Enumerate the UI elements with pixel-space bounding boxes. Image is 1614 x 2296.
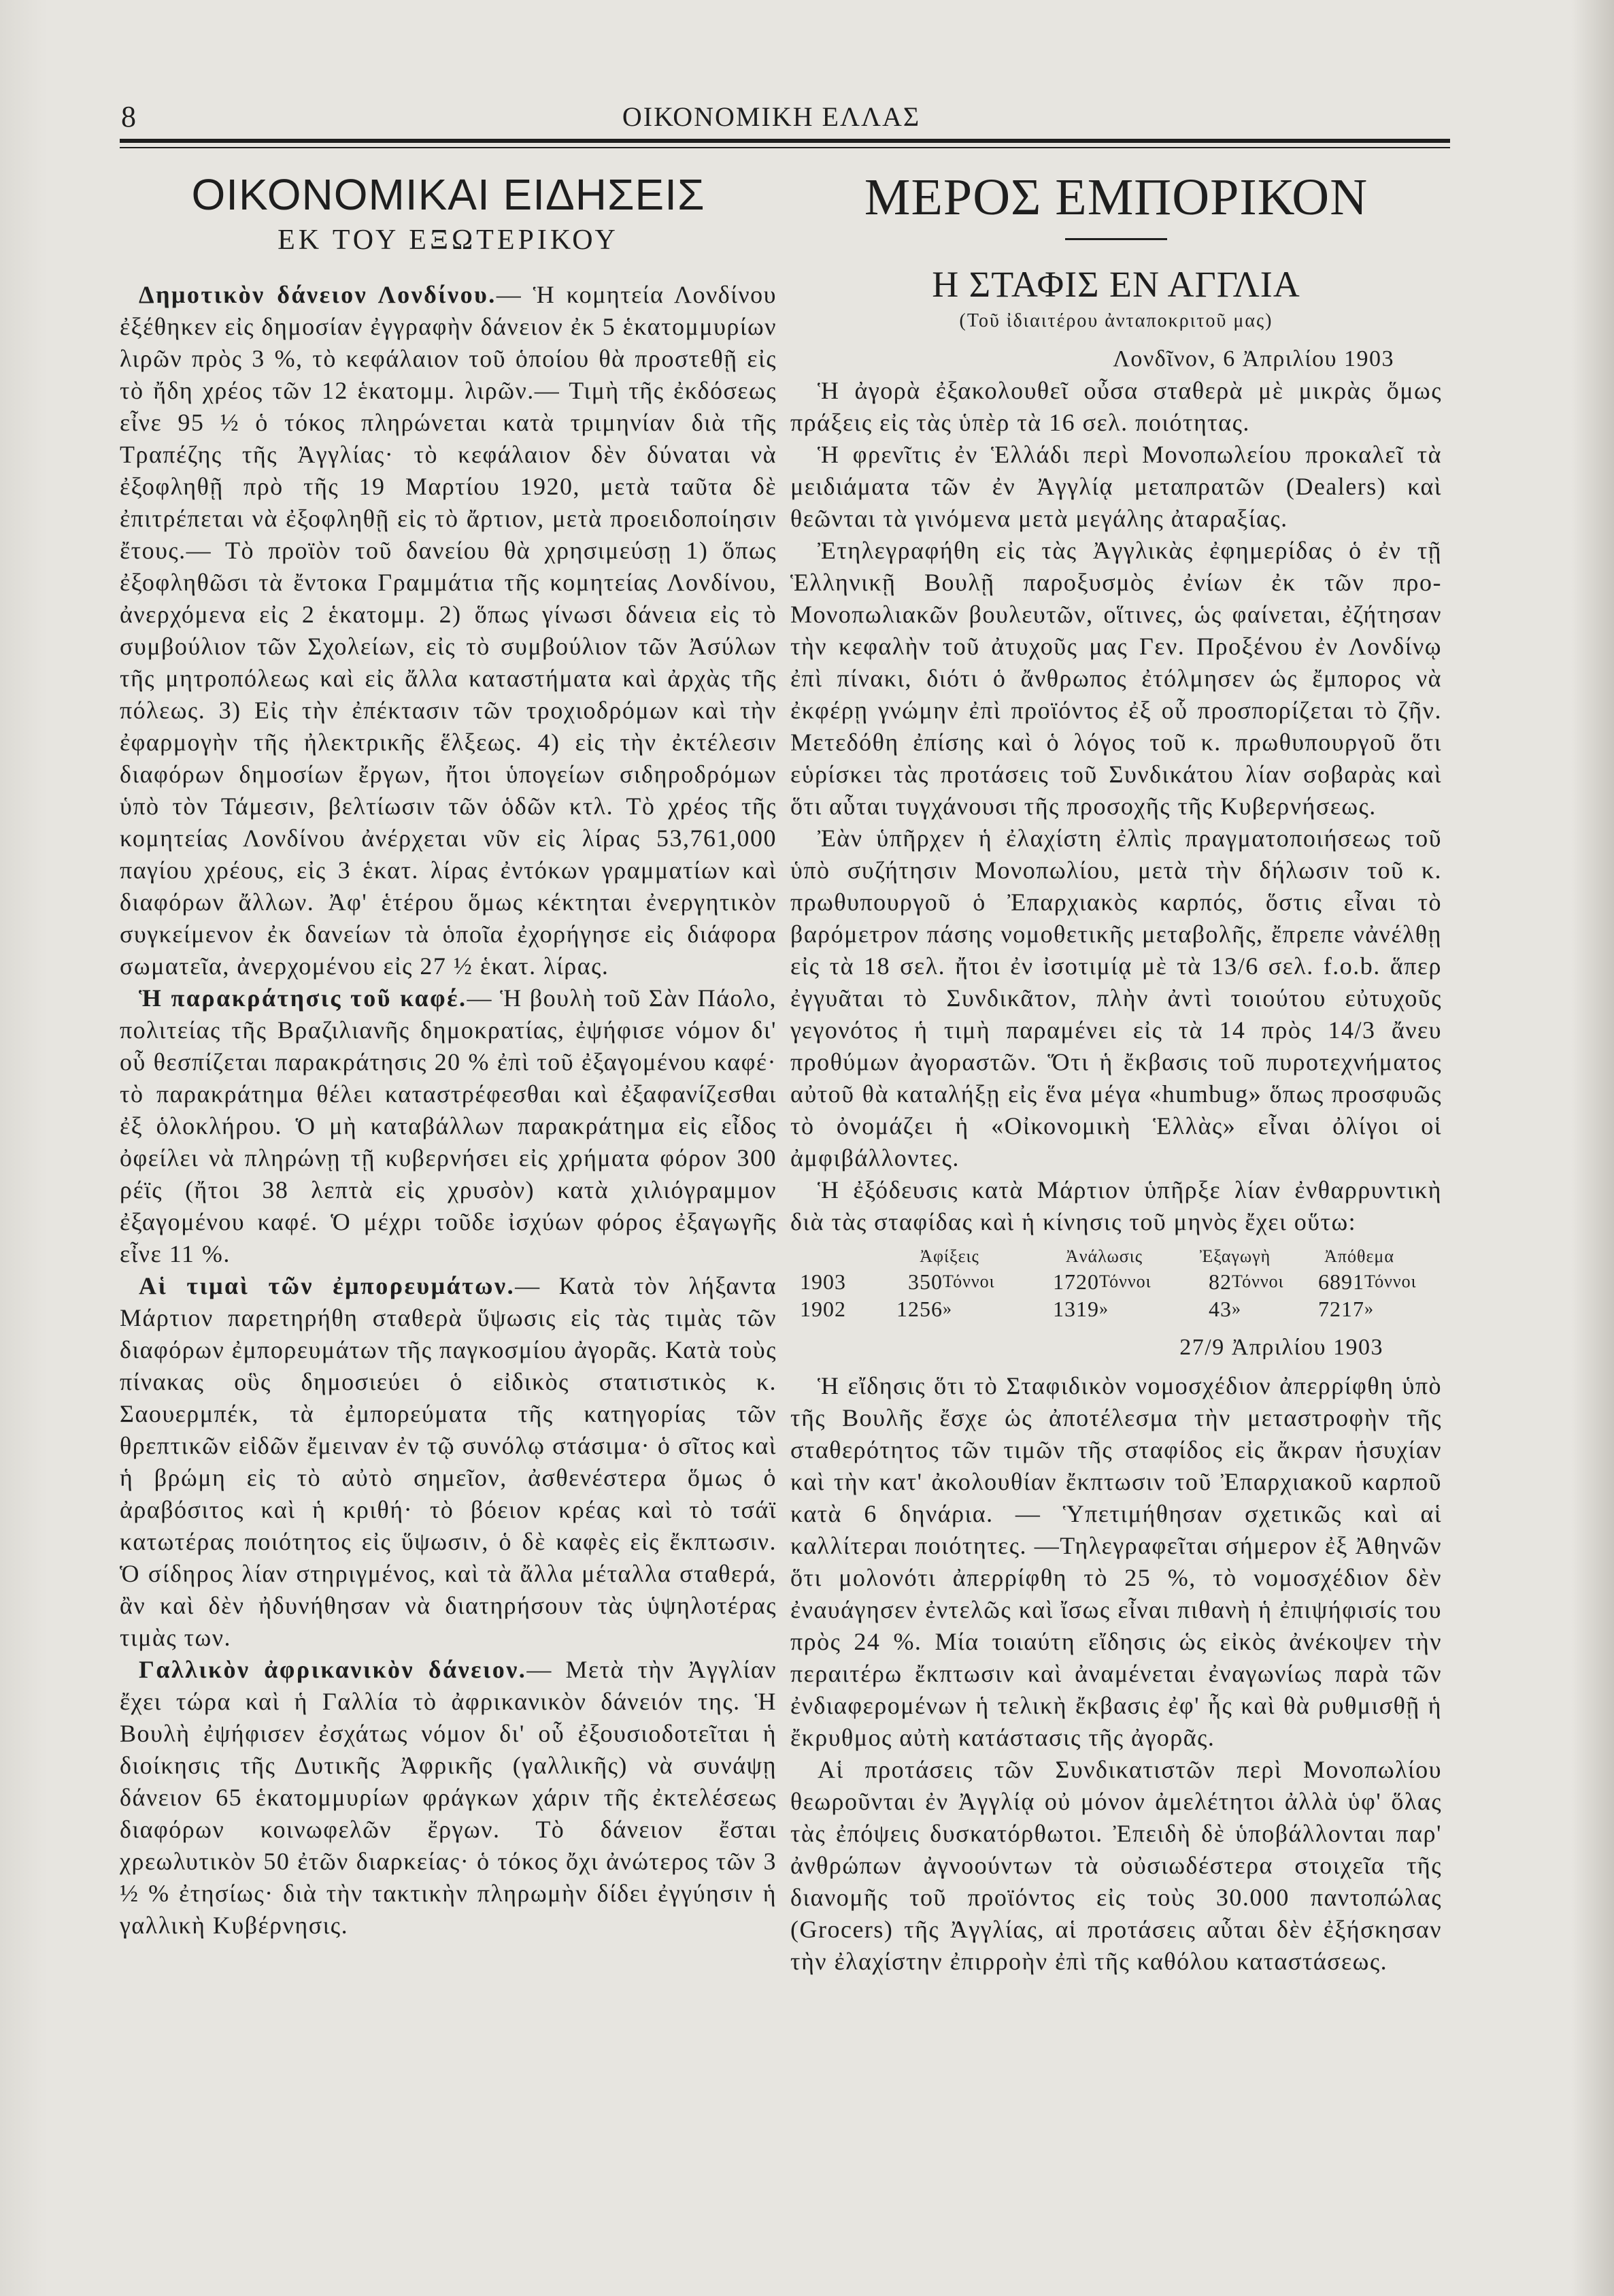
table-header: Ἀνάλωσις (1065, 1246, 1143, 1266)
news-item-heading: Αἱ τιμαὶ τῶν ἐμπορευμάτων. (139, 1272, 516, 1299)
paragraph: Ἡ φρενῖτις ἐν Ἑλλάδι περὶ Μονοπωλείου προκαλεῖ τὰ μειδιάματα τῶν ἐν Ἀγγλίᾳ μεταπρατῶν (Dealers) καὶ θεῶνται τὰ γινόμενα μετὰ μεγάλης ἀταραξίας. (790, 441, 1442, 532)
news-item-body: — Κατὰ τὸν λήξαντα Μάρτιον παρετηρήθη σταθερὰ ὕψωσις εἰς τὰς τιμὰς τῶν διαφόρων ἐμπορευμάτων τῆς παγκοσμίου ἀγορᾶς. Κατὰ τοὺς πίνακας οὓς δημοσιεύει ὁ εἰδικὸς στατιστικὸς κ. Σαουερμπέκ, τὰ ἐμπορεύματα τῆς κατηγορίας τῶν θρεπτικῶν εἰδῶν ἔμειναν ἐν τῷ συνόλῳ στάσιμα· ὁ σῖτος καὶ ἡ βρώμη εἰς τὸ αὐτὸ σημεῖον, ἀσθενέστερα ὅμως ὁ ἀραβόσιτος καὶ ἡ κριθή· τὸ βόειον κρέας καὶ τὸ τσάϊ κατωτέρας ποιότητος εἰς ὕψωσιν, ὁ δὲ καφὲς εἰς ἔκπτωσιν. Ὁ σίδηρος λίαν στηριγμένος, καὶ τὰ ἄλλα μέταλλα σταθερά, ἂν καὶ δὲν ἠδυνήθησαν νὰ διατηρήσουν τὰς ὑψηλοτέρας τιμὰς των. (120, 1272, 777, 1651)
news-item (120, 1270, 777, 1654)
news-item (120, 982, 777, 1270)
section-title: ΜΕΡΟΣ ΕΜΠΟΡΙΚΟΝ (864, 169, 1368, 226)
news-item (120, 1654, 777, 1942)
news-item-heading: Δημοτικὸν δάνειον Λονδίνου. (139, 281, 497, 308)
table-header: Ἀφίξεις (920, 1246, 979, 1266)
table-cell-unit: » (1232, 1299, 1242, 1318)
title-rule (1065, 238, 1167, 240)
section-subtitle: ΕΚ ΤΟΥ ΕΞΩΤΕΡΙΚΟΥ (278, 224, 619, 256)
table-cell-value: 1256 (896, 1297, 943, 1321)
table-cell-unit: » (1364, 1299, 1375, 1318)
table-header: Ἀπόθεμα (1324, 1246, 1394, 1266)
section-title: ΟΙΚΟΝΟΜΙΚΑΙ ΕΙΔΗΣΕΙΣ (191, 170, 705, 219)
table-row (800, 1268, 1432, 1295)
table-row (800, 1295, 1432, 1322)
right-column (790, 169, 1442, 1978)
header-rule-thin (120, 147, 1450, 148)
news-item-body: — Μετὰ τὴν Ἀγγλίαν ἔχει τώρα καὶ ἡ Γαλλία τὸ ἀφρικανικὸν δάνειόν της. Ἡ Βουλὴ ἐψήφισεν ἐσχάτως νόμον δι' οὗ ἐξουσιοδοτεῖται ἡ διοίκησις τῆς Δυτικῆς Ἀφρικῆς (γαλλικῆς) νὰ συνάψῃ δάνειον 65 ἑκατομμυρίων φράγκων χάριν τῆς ἐκτελέσεως διαφόρων κοινωφελῶν ἔργων. Τὸ δάνειον ἔσται χρεωλυτικὸν 50 ἐτῶν διαρκείας· ὁ τόκος ὄχι ἀνώτερος τῶν 3 ½ % ἐτησίως· διὰ τὴν τακτικὴν πληρωμὴν δίδει ἐγγύησιν ἡ γαλλικὴ Κυβέρνησις. (120, 1656, 777, 1939)
table-cell-unit: Τόννοι (1232, 1271, 1284, 1291)
table-cell-unit: Τόννοι (1099, 1271, 1151, 1291)
table-header-row (800, 1245, 1432, 1268)
news-item-heading: Ἡ παρακράτησις τοῦ καφέ. (139, 984, 467, 1012)
paragraph: Ἐτηλεγραφήθη εἰς τὰς Ἀγγλικὰς ἐφημερίδας ὁ ἐν τῇ Ἑλληνικῇ Βουλῇ παροξυσμὸς ἐνίων ἐκ τῶν προ-Μονοπωλιακῶν βουλευτῶν, οἵτινες, ὡς φαίνεται, ἐζήτησαν τὴν κεφαλὴν τοῦ ἀτυχοῦς μας Γεν. Προξένου ἐν Λονδίνῳ ἐπὶ πίνακι, διότι ὁ ἄνθρωπος ἐτόλμησεν ὡς ἔμπορος νὰ ἐκφέρῃ γνώμην ἐπὶ προϊόντος ἐξ οὗ προσπορίζεται τὸ ζῆν. Μετεδόθη ἐπίσης καὶ ὁ λόγος τοῦ κ. πρωθυπουργοῦ ὅτι εὑρίσκει τὰς προτάσεις τοῦ Συνδικάτου λίαν σοβαρὰς καὶ ὅτι αὗται τυγχάνουσι τῆς προσοχῆς τῆς Κυβερνήσεως. (790, 537, 1442, 820)
byline: (Τοῦ ἰδιαιτέρου ἀνταποκριτοῦ μας) (959, 310, 1273, 331)
dateline: Λονδῖνον, 6 Ἀπριλίου 1903 (1113, 346, 1394, 371)
table-cell-value: 6891 (1318, 1269, 1365, 1294)
news-item-body: — Ἡ κομητεία Λονδίνου ἐξέθηκεν εἰς δημοσίαν ἐγγραφὴν δάνειον ἐκ 5 ἑκατομμυρίων λιρῶν πρὸς 3 %, τὸ κεφάλαιον τοῦ ὁποίου θὰ προστεθῇ εἰς τὸ ἤδη χρέος τῶν 12 ἑκατομμ. λιρῶν.— Τιμὴ τῆς ἐκδόσεως εἶνε 95 ½ ὁ τόκος πληρώνεται κατὰ τριμηνίαν διὰ τῆς Τραπέζης τῆς Ἀγγλίας· τὸ κεφάλαιον δὲν δύναται νὰ ἐξοφληθῇ πρὸ τῆς 19 Μαρτίου 1920, μετὰ ταῦτα δὲ ἐπιτρέπεται νὰ ἐξοφληθῇ εἰς τὸ ἄρτιον, μετὰ προειδοποίησιν ἔτους.— Τὸ προϊὸν τοῦ δανείου θὰ χρησιμεύσῃ 1) ὅπως ἐξοφληθῶσι τὰ ἔντοκα Γραμμάτια τῆς κομητείας Λονδίνου, ἀνερχόμενα εἰς 2 ἑκατομμ. 2) ὅπως γίνωσι δάνεια εἰς τὸ συμβούλιον τῶν Σχολείων, εἰς τὸ συμβούλιον τῶν Ἀσύλων τῆς μητροπόλεως καὶ εἰς ἄλλα καταστήματα καὶ ἀρχὰς τῆς πόλεως. 3) Εἰς τὴν ἐπέκτασιν τῶν τροχιοδρόμων καὶ τὴν ἐφαρμογὴν τῆς ἠλεκτρικῆς ἕλξεως. 4) εἰς τὴν ἐκτέλεσιν διαφόρων δημοσίων ἔργων, ἤτοι ὑπογείων σιδηροδρόμων ὑπὸ τὸν Τάμεσιν, βελτίωσιν τῶν ὁδῶν κτλ. Τὸ χρέος τῆς κομητείας Λονδίνου ἀνέρχεται νῦν εἰς λίρας 53,761,000 παγίου χρέους, εἰς 3 ἑκατ. λίρας ἐντόκων γραμματίων καὶ διαφόρων ἄλλων. Ἀφ' ἑτέρου ὅμως κέκτηται ἐνεργητικὸν συγκείμενον ἐκ δανείων τὰ ὁποῖα ἐχορήγησε εἰς διάφορα σωματεῖα, ἀνερχομένου εἰς 27 ½ ἑκατ. λίρας. (120, 281, 777, 980)
paragraph: Ἡ ἀγορὰ ἐξακολουθεῖ οὖσα σταθερὰ μὲ μικρὰς ὅμως πράξεις εἰς τὰς ὑπὲρ τὰ 16 σελ. ποιότητας. (790, 377, 1442, 436)
table-cell-unit: » (943, 1299, 952, 1318)
table-header-empty (800, 1245, 875, 1268)
table-cell-year: 1903 (800, 1269, 846, 1294)
left-column (120, 169, 777, 1942)
news-item (120, 279, 777, 982)
header-rule-thick (120, 139, 1450, 143)
table-cell-value: 350 (908, 1269, 943, 1294)
table-cell-unit: Τόννοι (1364, 1271, 1417, 1291)
article-title: Η ΣΤΑΦΙΣ ΕΝ ΑΓΓΛΙΑ (932, 264, 1300, 305)
table-cell-value: 1720 (1053, 1269, 1100, 1294)
paragraph: Ἡ εἴδησις ὅτι τὸ Σταφιδικὸν νομοσχέδιον ἀπερρίφθη ὑπὸ τῆς Βουλῆς ἔσχε ὡς ἀποτέλεσμα τὴν μεταστροφὴν τῆς σταθερότητος τῶν τιμῶν τῆς σταφίδος εἰς ἄκραν ἡσυχίαν καὶ τὴν κατ' ἀκολουθίαν ἔκπτωσιν τοῦ Ἐπαρχιακοῦ καρποῦ κατὰ 6 δηνάρια. — Ὑπετιμήθησαν σχετικῶς καὶ αἱ καλλίτεραι ποιότητες. —Τηλεγραφεῖται σήμερον ἐξ Ἀθηνῶν ὅτι μολονότι ἀπερρίφθη τὸ 25 %, τὸ νομοσχέδιον δὲν ἐναυάγησεν ἐντελῶς καὶ ἴσως εἶναι πιθανὴ ἡ ἐπιψήφισίς του πρὸς 24 %. Μία τοιαύτη εἴδησις ὡς εἰκὸς ἀνέκοψεν τὴν περαιτέρω ἔκπτωσιν καὶ ἀναμένεται ἐναγωνίως παρὰ τῶν ἐνδιαφερομένων ἡ τελικὴ ἔκβασις ἐφ' ἧς καὶ θὰ ρυθμισθῇ ἡ ἔκρυθμος αὐτὴ κατάστασις τῆς ἀγορᾶς. (790, 1372, 1442, 1751)
raisin-statistics-table (800, 1245, 1432, 1322)
page-number: 8 (121, 100, 136, 133)
paragraph: Αἱ προτάσεις τῶν Συνδικατιστῶν περὶ Μονοπωλίου θεωροῦνται ἐν Ἀγγλίᾳ οὐ μόνον ἀμελέτητοι ἀλλὰ ὑφ' ὅλας τὰς ἐπόψεις δυσκατόρθωτοι. Ἐπειδὴ δὲ ὑποβάλλονται παρ' ἀνθρώπων ἀγνοούντων τὰ οὐσιωδέστερα στοιχεῖα τῆς διανομῆς τοῦ προϊόντος εἰς τοὺς 30.000 παντοπώλας (Grocers) τῆς Ἀγγλίας, αἱ προτάσεις αὗται δὲν ἐξήσκησαν τὴν ἐλαχίστην ἐπιρροὴν ἐπὶ τῆς καθόλου καταστάσεως. (790, 1756, 1442, 1975)
news-item-body: — Ἡ βουλὴ τοῦ Σὰν Πάολο, πολιτείας τῆς Βραζιλιανῆς δημοκρατίας, ἐψήφισε νόμον δι' οὗ θεσπίζεται παρακράτησις 20 % ἐπὶ τοῦ ἐξαγομένου καφέ· τὸ παρακράτημα θέλει καταστρέφεσθαι καὶ ἐξαφανίζεσθαι ἐξ ὁλοκλήρου. Ὁ μὴ καταβάλλων παρακράτημα εἰς εἶδος ὀφείλει νὰ πληρώνῃ τῇ κυβερνήσει εἰς χρήματα φόρον 300 ρέϊς (ἤτοι 38 λεπτὰ εἰς χρυσὸν) κατὰ χιλιόγραμμον ἐξαγομένου καφέ. Ὁ μέχρι τοῦδε ἰσχύων φόρος ἐξαγωγῆς εἶνε 11 %. (120, 984, 777, 1267)
table-cell-value: 43 (1209, 1297, 1232, 1321)
dateline-update: 27/9 Ἀπριλίου 1903 (1179, 1335, 1383, 1360)
publication-title: ΟΙΚΟΝΟΜΙΚΗ ΕΛΛΑΣ (622, 101, 921, 132)
paragraph: Ἐὰν ὑπῆρχεν ἡ ἐλαχίστη ἐλπὶς πραγματοποιήσεως τοῦ ὑπὸ συζήτησιν Μονοπωλίου, μετὰ τὴν δήλωσιν τοῦ κ. πρωθυπουργοῦ ὁ Ἐπαρχιακὸς καρπός, ὅστις εἶναι τὸ βαρόμετρον πάσης νομοθετικῆς μεταβολῆς, ἔπρεπε νἀνέλθῃ εἰς τὰ 18 σελ. ἤτοι ἐν ἰσοτιμίᾳ μὲ τὰ 13/6 σελ. f.o.b. ἅπερ ἐγγυᾶται τὸ Συνδικᾶτον, πλὴν ἀντὶ τοιούτου εὐτυχοῦς γεγονότος ἡ τιμὴ παραμένει εἰς τὰ 14 πρὸς 14/3 ἄνευ προθύμων ἀγοραστῶν. Ὅτι ἡ ἔκβασις τοῦ πυροτεχνήματος αὐτοῦ θὰ καταλήξῃ εἰς ἕνα μέγα «humbug» ὅπως προσφυῶς τὸ ὀνομάζει ἡ «Οἰκονομικὴ Ἑλλὰς» εἶναι ὀλίγοι οἱ ἀμφιβάλλοντες. (790, 825, 1442, 1171)
paragraph: Ἡ ἐξόδευσις κατὰ Μάρτιον ὑπῆρξε λίαν ἐνθαρρυντικὴ διὰ τὰς σταφίδας καὶ ἡ κίνησις τοῦ μηνὸς ἔχει οὕτω: (790, 1176, 1442, 1235)
table-cell-unit: Τόννοι (943, 1271, 995, 1291)
table-cell-value: 82 (1209, 1269, 1232, 1294)
table-cell-year: 1902 (800, 1297, 846, 1321)
table-cell-value: 7217 (1318, 1297, 1365, 1321)
table-cell-value: 1319 (1053, 1297, 1100, 1321)
table-cell-unit: » (1099, 1299, 1109, 1318)
news-item-heading: Γαλλικὸν ἀφρικανικὸν δάνειον. (139, 1656, 527, 1683)
table-header: Ἐξαγωγὴ (1199, 1246, 1271, 1266)
